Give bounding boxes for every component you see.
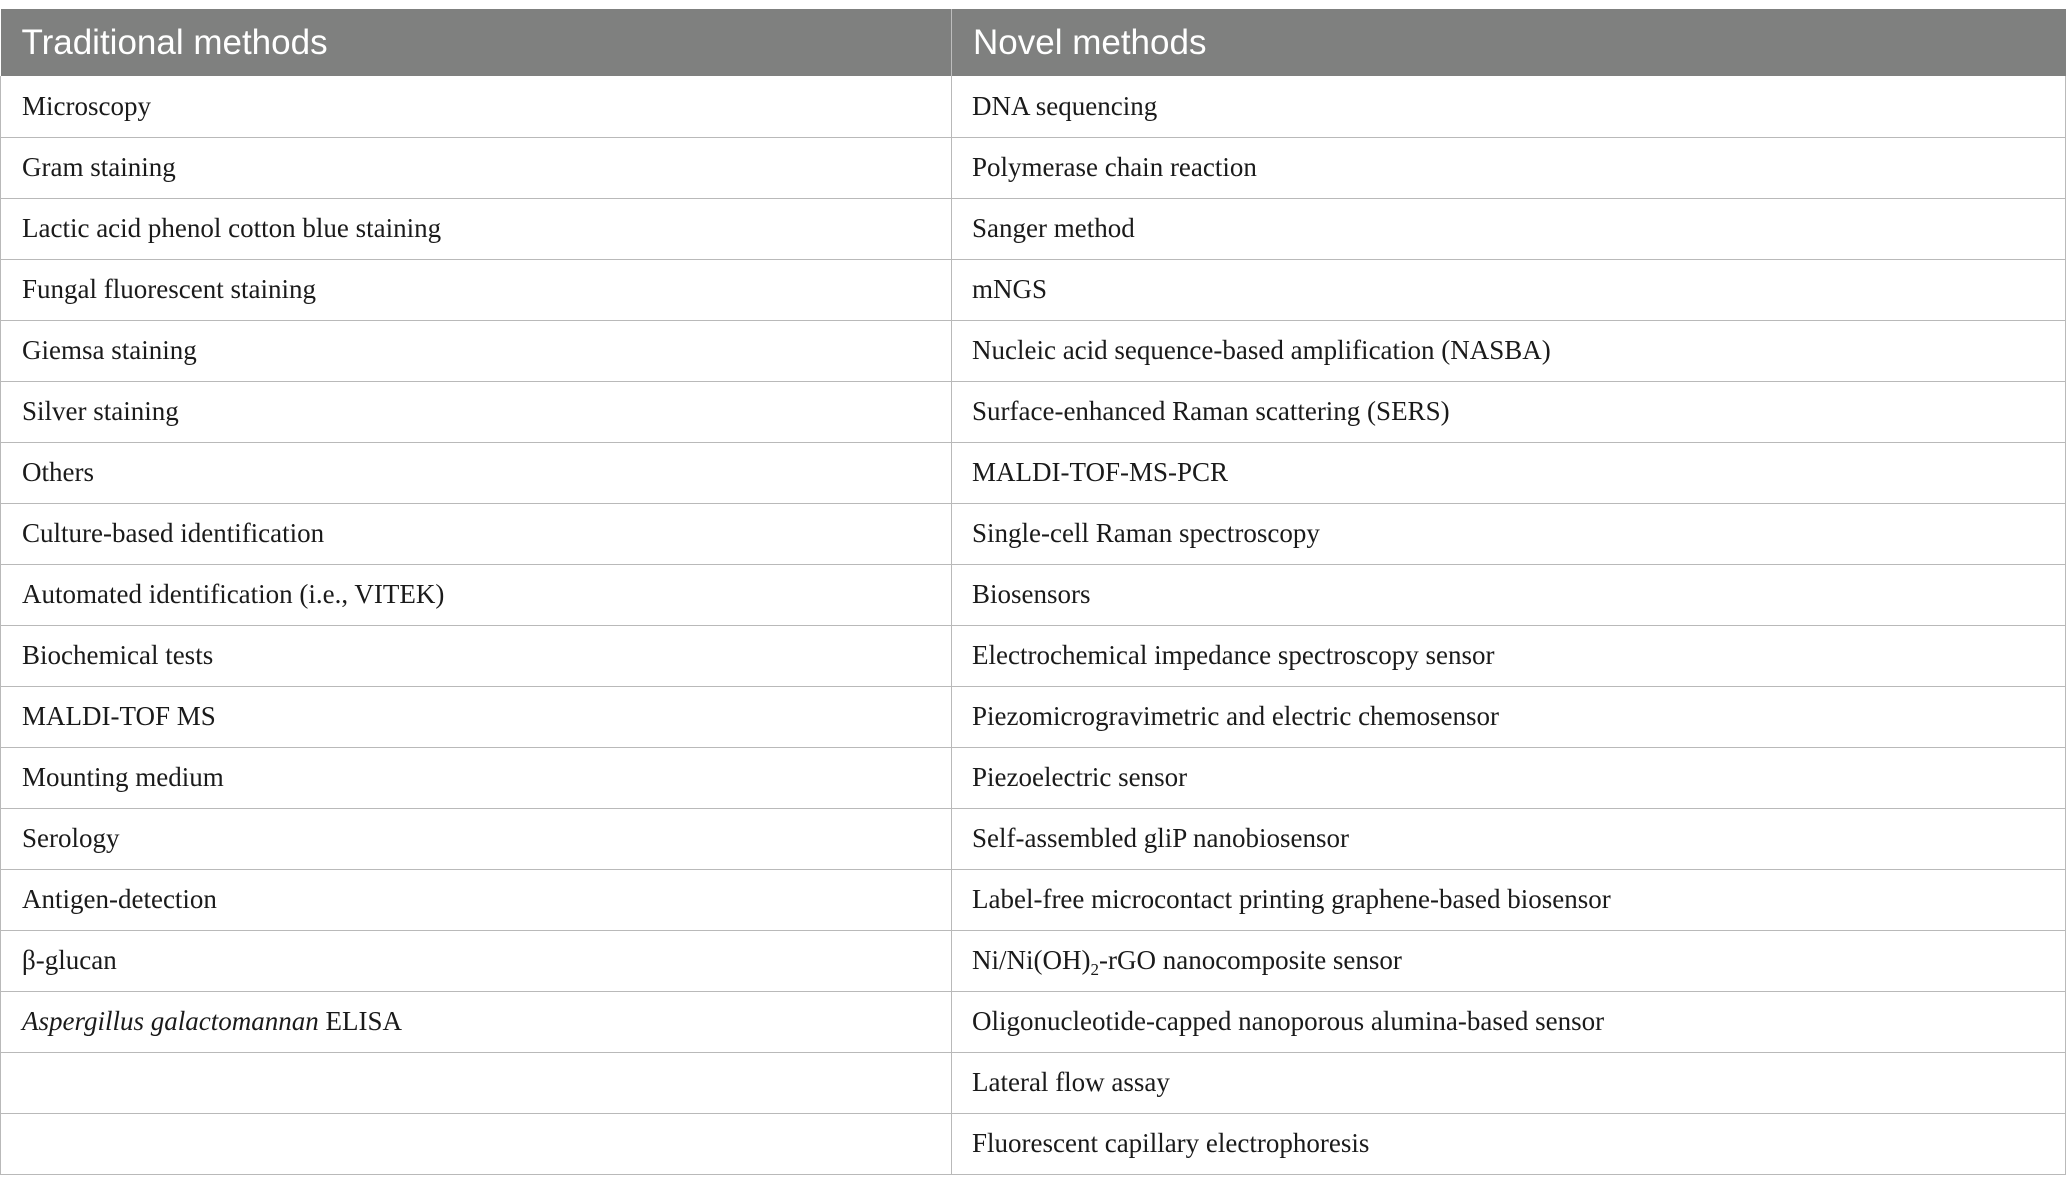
table-row bbox=[1, 381, 2066, 442]
novel-cell: Oligonucleotide-capped nanoporous alumina-based sensor bbox=[952, 991, 2066, 1052]
traditional-cell: MALDI-TOF MS bbox=[1, 686, 952, 747]
table-row bbox=[1, 503, 2066, 564]
header-row bbox=[1, 9, 2066, 76]
formula-subscript: 2 bbox=[1090, 960, 1099, 979]
assay-name: ELISA bbox=[318, 1006, 402, 1036]
traditional-cell: Biochemical tests bbox=[1, 625, 952, 686]
table-row bbox=[1, 76, 2066, 137]
novel-cell: Electrochemical impedance spectroscopy sensor bbox=[952, 625, 2066, 686]
table-body bbox=[1, 76, 2066, 1174]
table-row bbox=[1, 564, 2066, 625]
traditional-cell: Antigen-detection bbox=[1, 869, 952, 930]
traditional-cell: Automated identification (i.e., VITEK) bbox=[1, 564, 952, 625]
traditional-cell: Fungal fluorescent staining bbox=[1, 259, 952, 320]
traditional-cell: Others bbox=[1, 442, 952, 503]
novel-cell bbox=[952, 930, 2066, 991]
table-row bbox=[1, 259, 2066, 320]
table-header bbox=[1, 9, 2066, 76]
traditional-cell: Culture-based identification bbox=[1, 503, 952, 564]
table-row bbox=[1, 930, 2066, 991]
methods-table-container bbox=[0, 9, 2065, 1175]
traditional-cell: Microscopy bbox=[1, 76, 952, 137]
table-row bbox=[1, 198, 2066, 259]
novel-cell: mNGS bbox=[952, 259, 2066, 320]
novel-cell: Piezomicrogravimetric and electric chemosensor bbox=[952, 686, 2066, 747]
table-row bbox=[1, 808, 2066, 869]
novel-cell: DNA sequencing bbox=[952, 76, 2066, 137]
traditional-cell: Lactic acid phenol cotton blue staining bbox=[1, 198, 952, 259]
table-row bbox=[1, 320, 2066, 381]
table-row bbox=[1, 747, 2066, 808]
methods-table bbox=[0, 9, 2066, 1175]
formula-prefix: Ni/Ni(OH) bbox=[972, 945, 1091, 975]
table-row bbox=[1, 991, 2066, 1052]
novel-cell: Label-free microcontact printing graphene-based biosensor bbox=[952, 869, 2066, 930]
traditional-cell: Silver staining bbox=[1, 381, 952, 442]
table-row bbox=[1, 1113, 2066, 1174]
traditional-cell bbox=[1, 1113, 952, 1174]
traditional-cell: Giemsa staining bbox=[1, 320, 952, 381]
novel-cell: Fluorescent capillary electrophoresis bbox=[952, 1113, 2066, 1174]
novel-cell: Biosensors bbox=[952, 564, 2066, 625]
novel-cell: MALDI-TOF-MS-PCR bbox=[952, 442, 2066, 503]
species-name: Aspergillus galactomannan bbox=[22, 1006, 319, 1036]
traditional-cell: Mounting medium bbox=[1, 747, 952, 808]
novel-cell: Polymerase chain reaction bbox=[952, 137, 2066, 198]
novel-cell: Lateral flow assay bbox=[952, 1052, 2066, 1113]
traditional-cell bbox=[1, 1052, 952, 1113]
formula-suffix: -rGO nanocomposite sensor bbox=[1098, 945, 1402, 975]
novel-cell: Sanger method bbox=[952, 198, 2066, 259]
novel-cell: Nucleic acid sequence-based amplification (NASBA) bbox=[952, 320, 2066, 381]
header-novel-methods: Novel methods bbox=[952, 9, 2066, 76]
table-row bbox=[1, 686, 2066, 747]
header-traditional-methods: Traditional methods bbox=[1, 9, 952, 76]
table-row bbox=[1, 869, 2066, 930]
traditional-cell: Serology bbox=[1, 808, 952, 869]
novel-cell: Surface-enhanced Raman scattering (SERS) bbox=[952, 381, 2066, 442]
novel-cell: Piezoelectric sensor bbox=[952, 747, 2066, 808]
table-row bbox=[1, 137, 2066, 198]
table-row bbox=[1, 1052, 2066, 1113]
traditional-cell bbox=[1, 991, 952, 1052]
novel-cell: Self-assembled gliP nanobiosensor bbox=[952, 808, 2066, 869]
novel-cell: Single-cell Raman spectroscopy bbox=[952, 503, 2066, 564]
traditional-cell: β-glucan bbox=[1, 930, 952, 991]
table-row bbox=[1, 625, 2066, 686]
traditional-cell: Gram staining bbox=[1, 137, 952, 198]
table-row bbox=[1, 442, 2066, 503]
